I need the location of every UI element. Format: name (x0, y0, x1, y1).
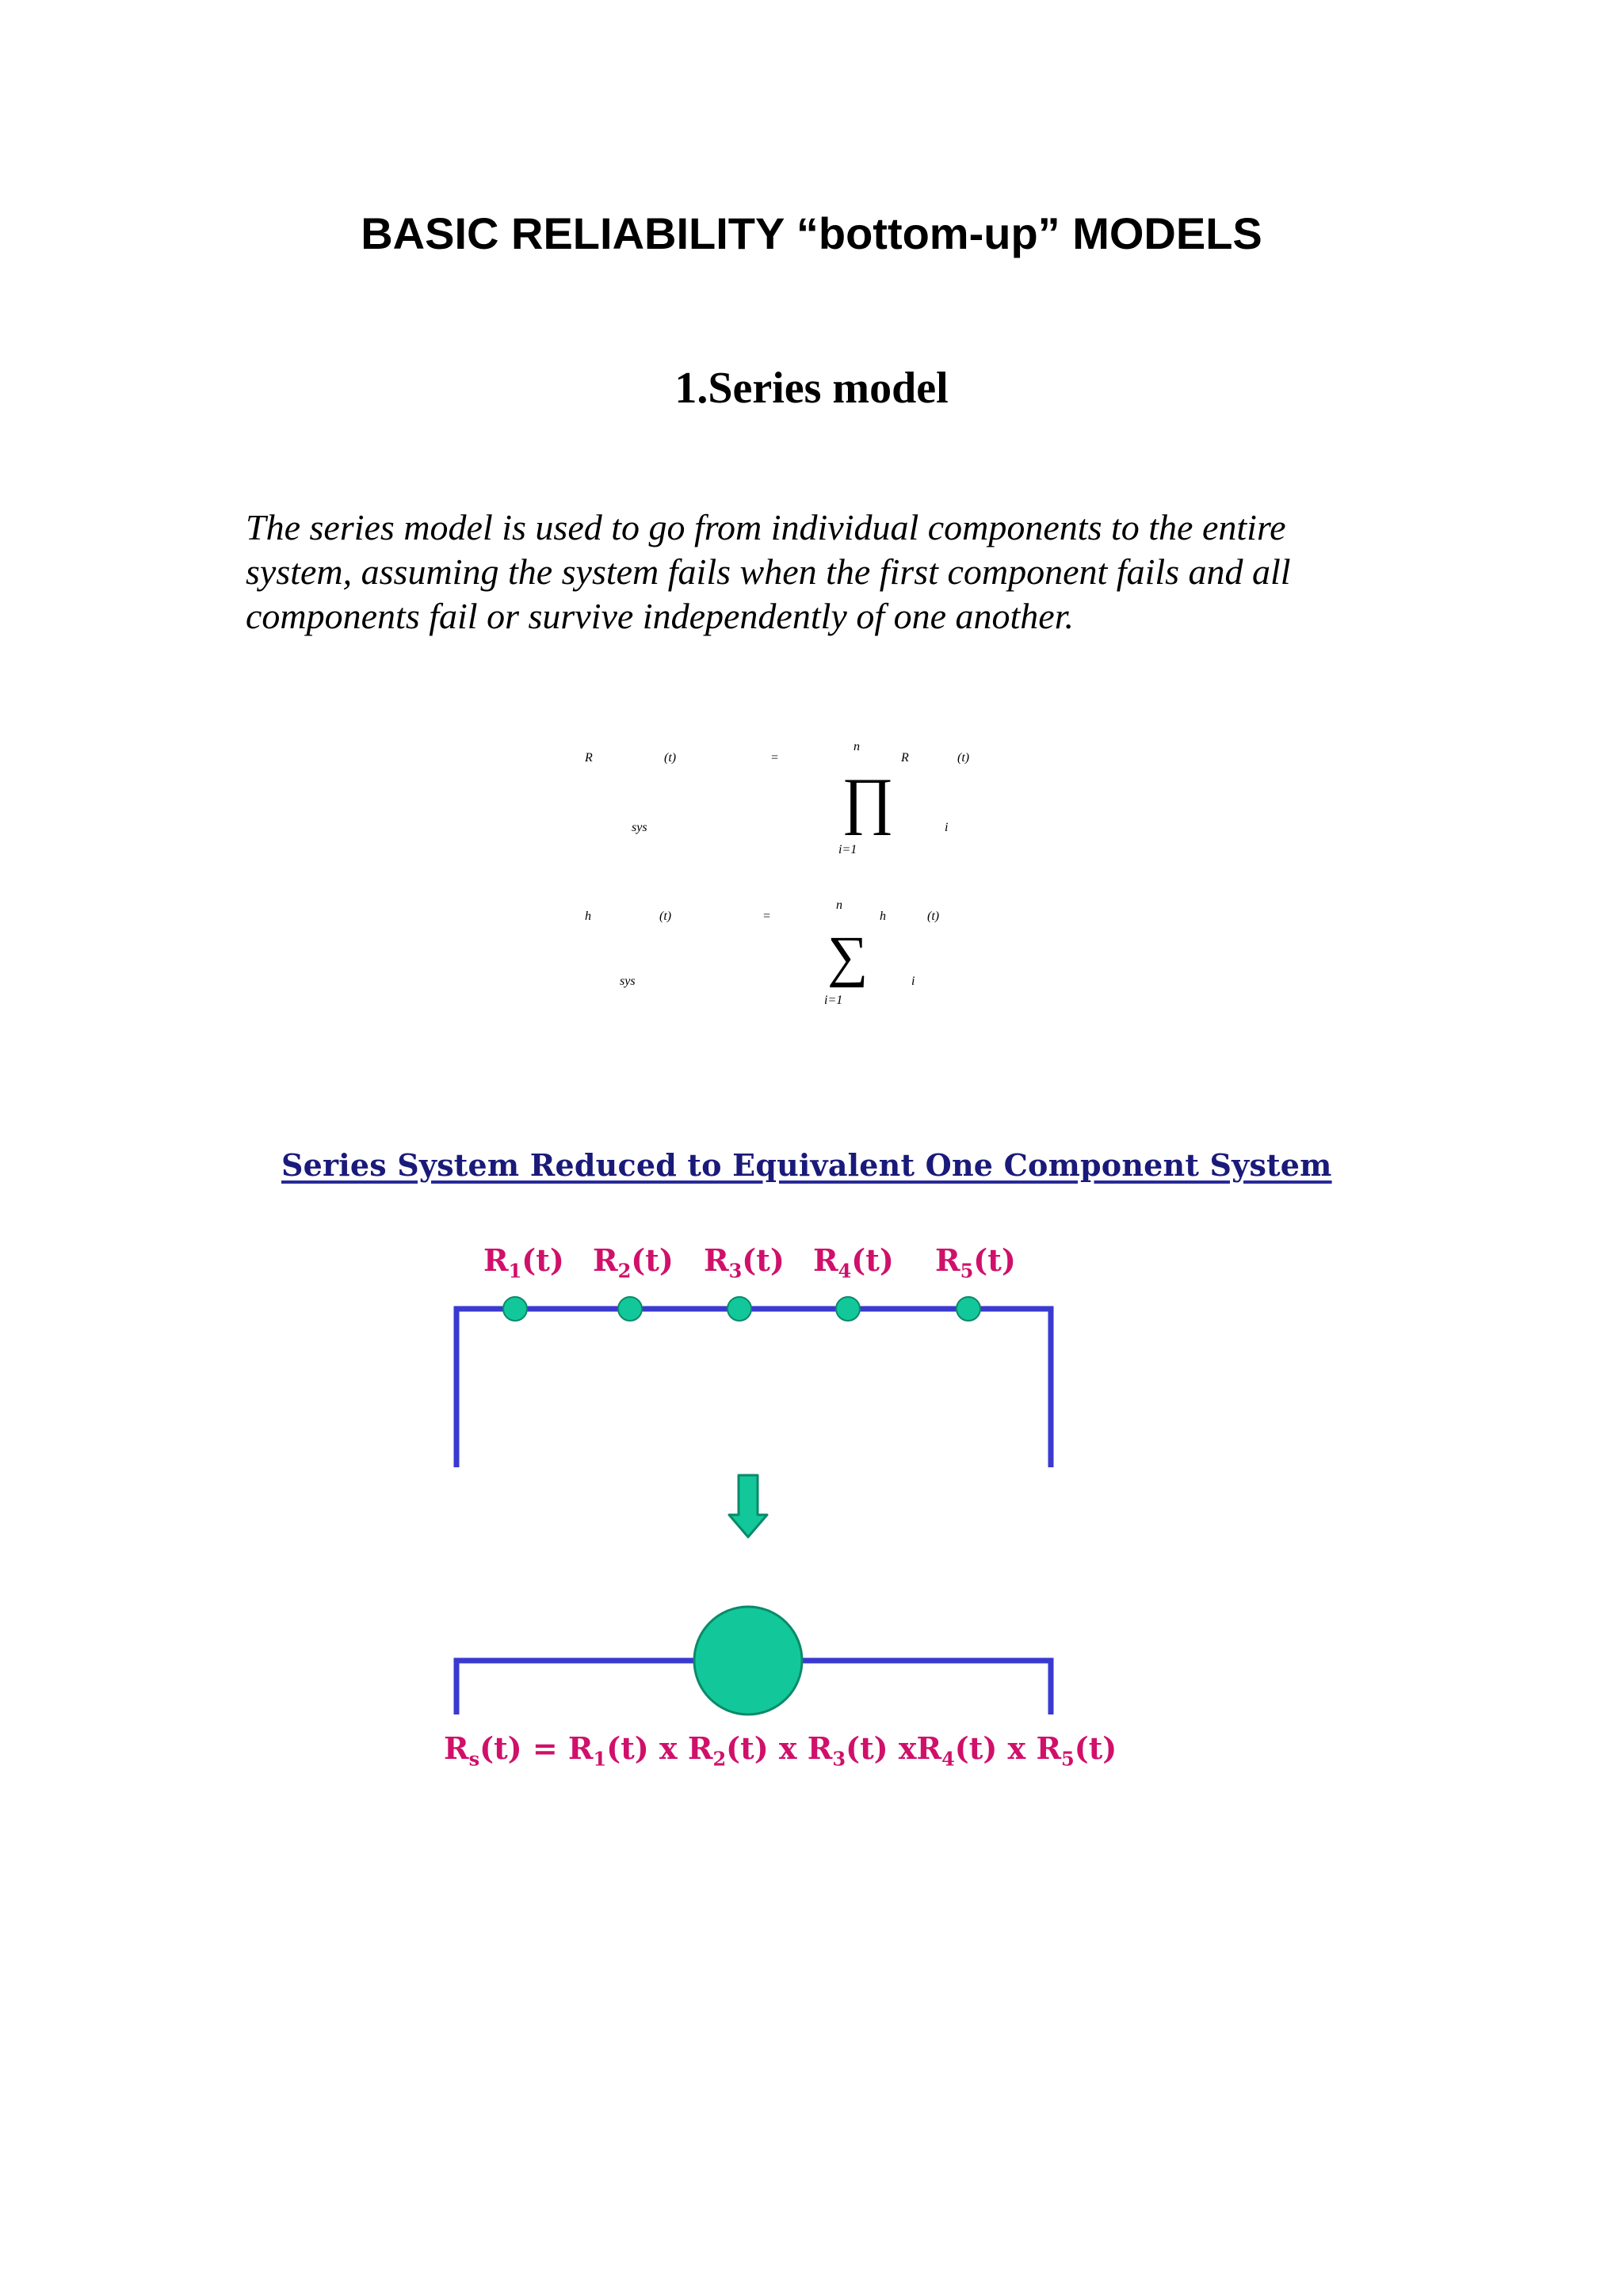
component-node-3 (727, 1297, 751, 1321)
component-label-5: $R_5(t)$ (935, 1242, 1016, 1283)
intro-paragraph: The series model is used to go from individual components to the entire system, assuming the system fails when the first component fails and all components fail or survive independently of one another. (246, 507, 1291, 636)
eq2-upper: n (836, 898, 842, 912)
eq1-rhs-sub: i (945, 821, 949, 834)
product-symbol: ∏ (842, 766, 894, 836)
page-title: BASIC RELIABILITY “bottom-up” MODELS (361, 208, 1262, 258)
diagram-title: Series System Reduced to Equivalent One Component System (281, 1147, 1332, 1183)
eq1-equals: = (770, 751, 779, 765)
eq2-lhs: h (585, 910, 591, 923)
eq1-rhs-arg: (t) (957, 751, 970, 765)
eq2-rhs-arg: (t) (927, 910, 940, 923)
component-label-2: $R_2(t)$ (593, 1242, 674, 1283)
component-label-4: $R_4(t)$ (813, 1242, 894, 1283)
eq1-arg: (t) (664, 751, 677, 765)
arrow-down-shape (729, 1475, 767, 1537)
component-node-2 (618, 1297, 642, 1321)
eq1-lower: i=1 (838, 843, 857, 856)
eq2-arg: (t) (659, 910, 672, 923)
eq2-rhs: h (880, 910, 886, 923)
eq2-lower: i=1 (824, 994, 843, 1007)
eq2-equals: = (762, 910, 771, 923)
series-line (456, 1309, 1051, 1467)
component-label-1: $R_1(t)$ (483, 1242, 564, 1283)
component-node-5 (957, 1297, 980, 1321)
eq2-rhs-sub: i (911, 974, 915, 988)
equivalent-node (694, 1607, 802, 1714)
sum-symbol: ∑ (827, 925, 869, 988)
component-label-3: $R_3(t)$ (704, 1242, 785, 1283)
eq1-upper: n (854, 740, 860, 753)
component-node-1 (503, 1297, 527, 1321)
result-formula: $R_s(t) = R_1(t)$ x $R_2(t)$ x $R_3(t)$ $xR_4(t)$ x $R_5(t)$ (444, 1730, 1117, 1771)
eq1-lhs: R (585, 751, 593, 765)
eq1-rhs: R (901, 751, 909, 765)
section-heading: 1.Series model (674, 364, 949, 413)
component-node-4 (836, 1297, 860, 1321)
eq1-lhs-sub: sys (632, 821, 647, 834)
eq2-lhs-sub: sys (620, 974, 636, 988)
